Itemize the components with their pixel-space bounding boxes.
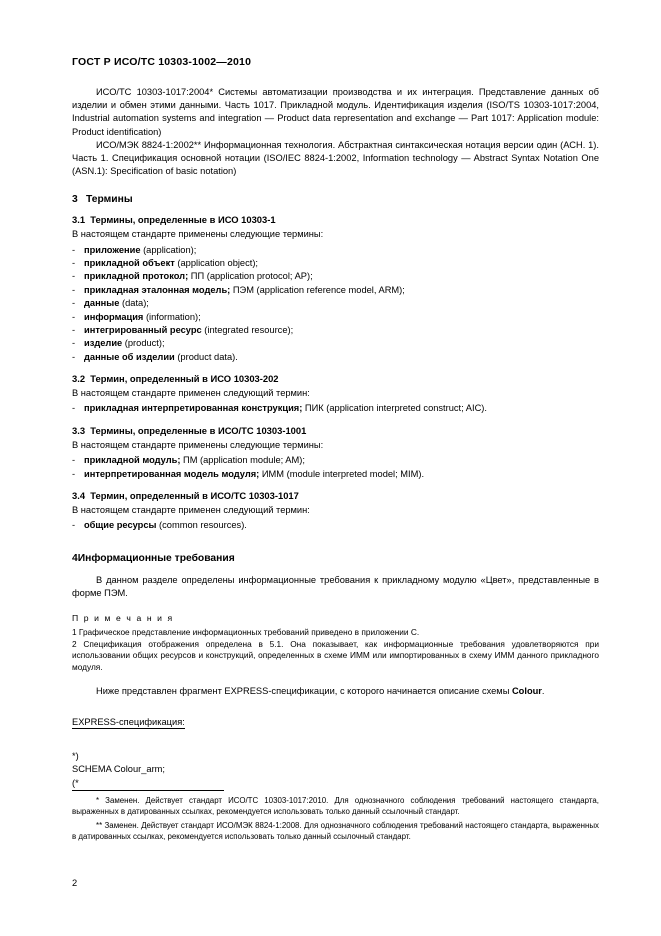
- subsection-3-3-title: Термины, определенные в ИСО/ТС 10303-1001: [90, 424, 307, 436]
- subsection-3-4-number: 3.4: [72, 489, 86, 501]
- term-definition: ПИК (application interpreted construct; AIC).: [302, 403, 487, 414]
- subsection-3-4-lead: В настоящем стандарте применен следующий термин:: [72, 504, 310, 515]
- page-header: ГОСТ Р ИСО/ТС 10303-1002—2010: [72, 56, 252, 68]
- section-4-number: 4: [72, 552, 78, 564]
- footnote-separator: [72, 790, 224, 791]
- dash-marker: -: [72, 520, 76, 531]
- code-line: *): [72, 750, 79, 761]
- dash-marker: -: [72, 468, 76, 479]
- list-item: [72, 454, 599, 467]
- list-item: [72, 257, 599, 270]
- subsection-3-3-lead: В настоящем стандарте применены следующие термины:: [72, 439, 324, 450]
- term-label: данные об изделии: [84, 351, 175, 362]
- term-list-3-3: [72, 454, 599, 481]
- section-4-title: Информационные требования: [77, 552, 235, 564]
- subsection-3-2-heading: [72, 373, 599, 384]
- term-label: приложение: [84, 244, 141, 255]
- dash-marker: -: [72, 311, 76, 322]
- term-definition: (product);: [122, 338, 165, 349]
- page-number: 2: [72, 878, 78, 888]
- term-definition: (integrated resource);: [201, 325, 294, 336]
- note-2: 2 Спецификация отображения определена в 5.1. Она показывает, как информационные требования удовлетворяются при использовании общих ресурсов и конструкций, определенных в схеме ИММ или импортированных в схему ИММ данного прикладного модуля.: [72, 638, 599, 672]
- notes-heading: П р и м е ч а н и я: [72, 612, 174, 623]
- section-4-heading: [72, 553, 599, 564]
- section-4-paragraph: В данном разделе определены информационные требования к прикладному модулю «Цвет», представленные в форме ПЭМ.: [72, 574, 599, 598]
- subsection-3-1-title: Термины, определенные в ИСО 10303-1: [90, 214, 276, 226]
- section-3-title: Термины: [86, 194, 133, 206]
- dash-marker: -: [72, 284, 76, 295]
- code-line: SCHEMA Colour_arm;: [72, 764, 165, 774]
- dash-marker: -: [72, 298, 76, 309]
- term-list-3-1: [72, 244, 599, 365]
- subsection-3-1-heading: [72, 214, 599, 225]
- term-label: прикладная эталонная модель;: [84, 284, 231, 295]
- code-line: (*: [72, 777, 79, 788]
- list-item: [72, 324, 599, 337]
- list-item: [72, 468, 599, 481]
- term-list-3-2: [72, 402, 599, 415]
- list-item: [72, 337, 599, 350]
- list-item: [72, 270, 599, 283]
- list-item: [72, 297, 599, 310]
- term-definition: ПМ (application module; AM);: [180, 455, 305, 466]
- intro-paragraph-2: ИСО/МЭК 8824-1:2002** Информационная технология. Абстрактная синтаксическая нотация версии один (АСН. 1). Часть 1. Спецификация основной нотации (ISO/IEC 8824-1:2002, Information technology — Abstract Syntax Notation One (ASN.1): Specification of basic notation): [72, 139, 599, 177]
- list-item: [72, 402, 599, 415]
- express-intro-period: .: [541, 686, 545, 697]
- footnote-1: * Заменен. Действует стандарт ИСО/ТС 10303-1017:2010. Для однозначного соблюдения требований настоящего стандарта, выраженных в датированных ссылках, рекомендуется использовать только данный ссылочный стандарт.: [72, 796, 599, 816]
- list-item: [72, 284, 599, 297]
- term-label: общие ресурсы: [84, 520, 157, 531]
- dash-marker: -: [72, 244, 76, 255]
- dash-marker: -: [72, 403, 76, 414]
- express-spec-label: EXPRESS-спецификация:: [72, 716, 185, 727]
- list-item: [72, 244, 599, 257]
- dash-marker: -: [72, 351, 76, 362]
- subsection-3-1-lead: В настоящем стандарте применены следующие термины:: [72, 229, 324, 240]
- subsection-3-4-heading: [72, 490, 599, 501]
- term-label: прикладной протокол;: [84, 271, 189, 282]
- intro-paragraph-1: ИСО/ТС 10303-1017:2004* Системы автоматизации производства и их интеграция. Представление данных об изделии и обмен этими данными. Часть 1017. Прикладной модуль. Идентификация изделия (ISO/TS 10303-1017:2004, Industrial automation systems and integration — Product data representation and exchange — Part 1017: Application module: Product identification): [72, 87, 599, 137]
- footnote-2: ** Заменен. Действует стандарт ИСО/МЭК 8824-1:2008. Для однозначного соблюдения требований настоящего стандарта, выраженных в датированных ссылках, рекомендуется использовать только данный ссылочный стандарт.: [72, 821, 599, 841]
- subsection-3-3-number: 3.3: [72, 424, 86, 436]
- subsection-3-3-heading: [72, 425, 599, 436]
- subsection-3-2-lead: В настоящем стандарте применен следующий термин:: [72, 388, 310, 399]
- section-3-number: 3: [72, 194, 78, 206]
- dash-marker: -: [72, 338, 76, 349]
- term-list-3-4: [72, 519, 599, 532]
- term-definition: ПЭМ (application reference model, ARM);: [230, 284, 405, 295]
- dash-marker: -: [72, 325, 76, 336]
- subsection-3-2-number: 3.2: [72, 373, 86, 385]
- term-label: изделие: [84, 338, 123, 349]
- list-item: [72, 519, 599, 532]
- term-label: данные: [84, 298, 120, 309]
- term-label: интегрированный ресурс: [84, 325, 202, 336]
- term-definition: (product data).: [174, 351, 238, 362]
- dash-marker: -: [72, 271, 76, 282]
- express-code-block: [72, 750, 599, 791]
- section-3-heading: [72, 194, 599, 205]
- subsection-3-2-title: Термин, определенный в ИСО 10303-202: [90, 373, 279, 385]
- term-label: информация: [84, 311, 144, 322]
- dash-marker: -: [72, 258, 76, 269]
- schema-name: Colour: [511, 686, 542, 697]
- term-definition: ИММ (module interpreted model; MIM).: [259, 468, 425, 479]
- term-definition: (common resources).: [156, 520, 247, 531]
- term-definition: (information);: [143, 311, 201, 322]
- term-definition: ПП (application protocol; AP);: [188, 271, 313, 282]
- note-1: 1 Графическое представление информационных требований приведено в приложении С.: [72, 626, 420, 637]
- term-definition: (data);: [119, 298, 149, 309]
- term-label: интерпретированная модель модуля;: [84, 468, 260, 479]
- term-label: прикладной объект: [84, 258, 175, 269]
- express-intro-text: Ниже представлен фрагмент EXPRESS-спецификации, с которого начинается описание схемы: [96, 686, 512, 697]
- list-item: [72, 351, 599, 364]
- term-label: прикладная интерпретированная конструкция;: [84, 403, 303, 414]
- list-item: [72, 311, 599, 324]
- term-definition: (application);: [140, 244, 197, 255]
- term-label: прикладной модуль;: [84, 455, 181, 466]
- subsection-3-1-number: 3.1: [72, 214, 86, 226]
- express-intro-paragraph: [72, 685, 599, 698]
- dash-marker: -: [72, 455, 76, 466]
- term-definition: (application object);: [174, 258, 259, 269]
- subsection-3-4-title: Термин, определенный в ИСО/ТС 10303-1017: [90, 489, 299, 501]
- footnotes-area: [72, 790, 599, 846]
- intro-paragraphs: [72, 86, 599, 178]
